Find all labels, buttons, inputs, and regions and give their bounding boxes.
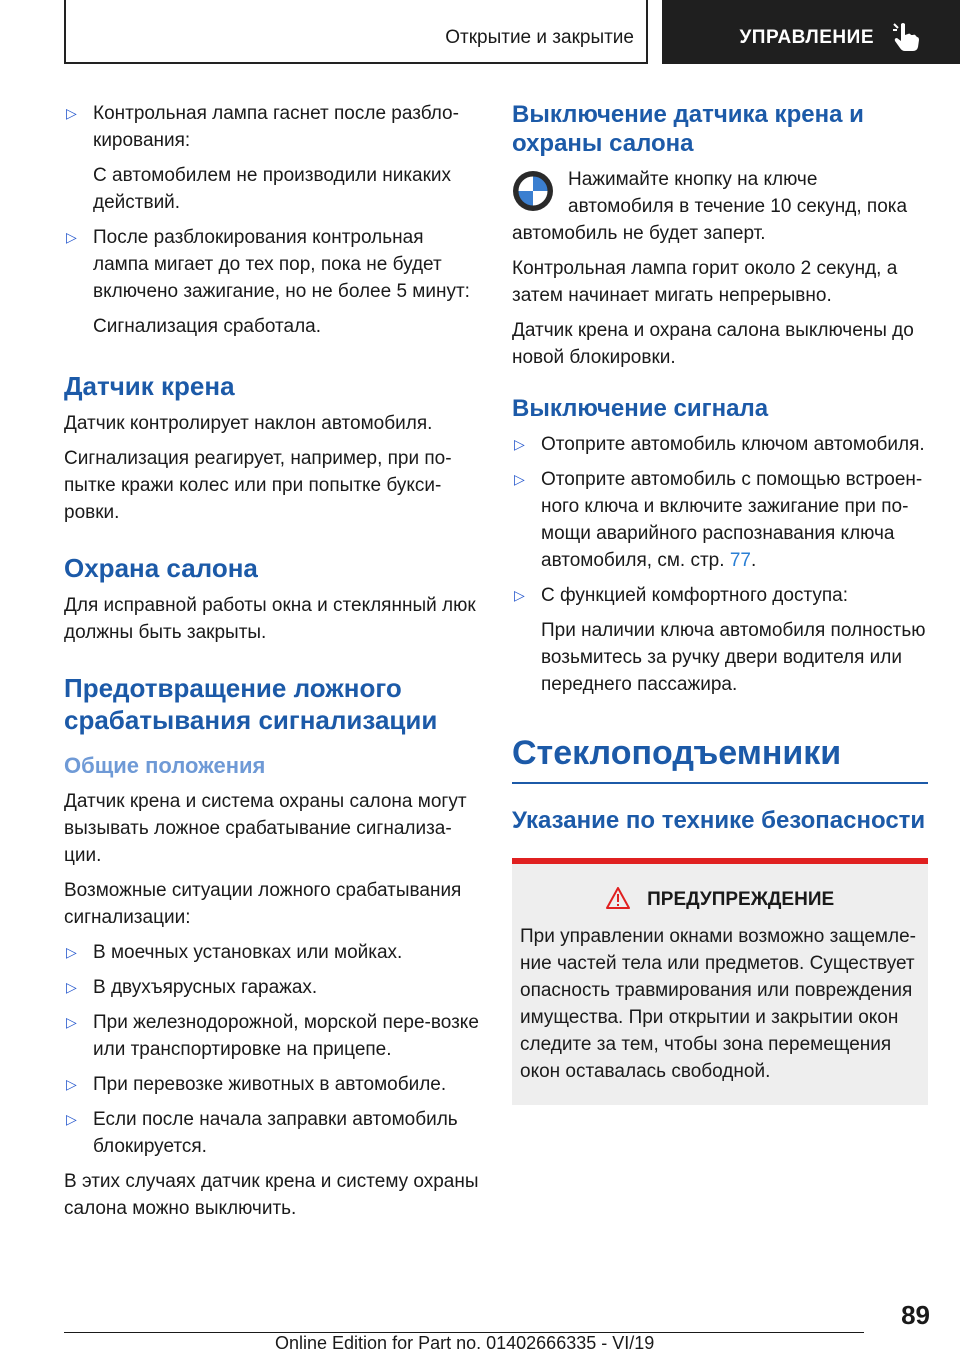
list-item xyxy=(64,1009,480,1063)
bullet-triangle-icon: ▷ xyxy=(66,105,77,121)
bmw-key-button-icon xyxy=(512,170,554,212)
heading-cabin-protection: Охрана салона xyxy=(64,553,258,583)
list-item-text: Контрольная лампа гаснет после разбло-кирования: xyxy=(93,103,459,151)
bullet-triangle-icon: ▷ xyxy=(66,944,77,960)
left-column xyxy=(64,100,480,1230)
header-chapter-tab xyxy=(662,0,960,64)
paragraph: Нажимайте кнопку на ключе автомобиля в течение 10 секунд, пока автомобиль не будет заперт. xyxy=(512,169,908,244)
list-item-text: Отоприте автомобиль ключом автомобиля. xyxy=(541,434,925,455)
warning-label: ПРЕДУПРЕЖДЕНИЕ xyxy=(647,889,835,910)
heading-false-alarm: Предотвращение ложного срабатывания сигнализации xyxy=(64,673,438,735)
list-item xyxy=(64,1071,480,1098)
list-item xyxy=(64,100,480,154)
list-item xyxy=(64,1106,480,1160)
list-item-subtext: Сигнализация сработала. xyxy=(93,316,322,337)
paragraph: Возможные ситуации ложного срабатывания сигнализации: xyxy=(64,880,462,928)
heading-disable-sensors: Выключение датчика крена и охраны салона xyxy=(512,101,864,157)
bullet-triangle-icon: ▷ xyxy=(66,229,77,245)
list-item-text: При перевозке животных в автомобиле. xyxy=(93,1074,447,1095)
section-title: Открытие и закрытие xyxy=(445,27,634,48)
paragraph: Для исправной работы окна и стеклянный люк должны быть закрыты. xyxy=(64,595,476,643)
warning-header xyxy=(520,886,920,913)
page-number: 89 xyxy=(901,1300,930,1330)
list-item-text: С функцией комфортного доступа: xyxy=(541,585,849,606)
list-item xyxy=(512,582,928,609)
warning-box xyxy=(512,858,928,1105)
paragraph: Сигнализация реагирует, например, при по-пытке кражи колес или при попытке букси-ровки. xyxy=(64,448,452,523)
chapter-title: УПРАВЛЕНИЕ xyxy=(739,27,874,48)
paragraph: Датчик крена и охрана салона выключены до новой блокировки. xyxy=(512,320,914,368)
bullet-triangle-icon: ▷ xyxy=(66,979,77,995)
list-item xyxy=(64,224,480,305)
bullet-triangle-icon: ▷ xyxy=(514,436,525,452)
pointing-hand-icon xyxy=(892,22,920,52)
page-link[interactable]: 77 xyxy=(729,550,751,571)
list-item xyxy=(64,974,480,1001)
paragraph: Датчик крена и система охраны салона могут вызывать ложное срабатывание сигнализа-ции. xyxy=(64,791,467,866)
heading-disable-alarm: Выключение сигнала xyxy=(512,395,769,422)
list-item-subtext: С автомобилем не производили никаких действий. xyxy=(93,165,452,213)
warning-text: При управлении окнами возможно защемле-ние частей тела или предметов. Существует опасность травмирования или повреждения имущества. При открытии и закрытии окон следите за тем, чтобы зона перемещения окон оставалась свободной. xyxy=(520,926,916,1082)
bullet-triangle-icon: ▷ xyxy=(66,1076,77,1092)
list-item: ▷ Отоприте автомобиль с помощью встроен-ного ключа и включите зажигание при по-мощи аварийного распознавания ключа автомобиля, см. стр. 77. xyxy=(512,466,928,574)
list-item-text: После разблокирования контрольная лампа мигает до тех пор, пока не будет включено зажигание, но не более 5 минут: xyxy=(93,227,470,302)
bmw-key-paragraph xyxy=(512,166,928,247)
heading-power-windows: Стеклоподъемники xyxy=(512,732,928,784)
header-section-tab xyxy=(64,0,648,64)
bullet-triangle-icon: ▷ xyxy=(514,471,525,487)
heading-general: Общие положения xyxy=(64,753,266,778)
list-item xyxy=(512,431,928,458)
list-item-text: В моечных установках или мойках. xyxy=(93,942,403,963)
bullet-triangle-icon: ▷ xyxy=(66,1111,77,1127)
bullet-triangle-icon: ▷ xyxy=(66,1014,77,1030)
list-item-text: Если после начала заправки автомобиль блокируется. xyxy=(93,1109,458,1157)
paragraph: Контрольная лампа горит около 2 секунд, а затем начинает мигать непрерывно. xyxy=(512,258,898,306)
footer-edition: Online Edition for Part no. 01402666335 - VI/19 xyxy=(275,1333,655,1353)
heading-tilt-sensor: Датчик крена xyxy=(64,371,235,401)
list-item-text: Отоприте автомобиль с помощью встроен-ного ключа и включите зажигание при по-мощи аварийного распознавания ключа автомобиля, см. стр. xyxy=(541,469,923,571)
paragraph: Датчик контролирует наклон автомобиля. xyxy=(64,413,433,434)
paragraph: В этих случаях датчик крена и систему охраны салона можно выключить. xyxy=(64,1171,479,1219)
right-column xyxy=(512,100,928,1105)
bullet-triangle-icon: ▷ xyxy=(514,587,525,603)
list-item xyxy=(64,939,480,966)
warning-triangle-icon xyxy=(606,887,630,909)
list-item-text: В двухъярусных гаражах. xyxy=(93,977,318,998)
list-item-text: При железнодорожной, морской пере-возке или транспортировке на прицепе. xyxy=(93,1012,479,1060)
list-item-subtext: При наличии ключа автомобиля полностью возьмитесь за ручку двери водителя или переднего пассажира. xyxy=(541,620,926,695)
heading-safety-note: Указание по технике безопасности xyxy=(512,807,926,834)
